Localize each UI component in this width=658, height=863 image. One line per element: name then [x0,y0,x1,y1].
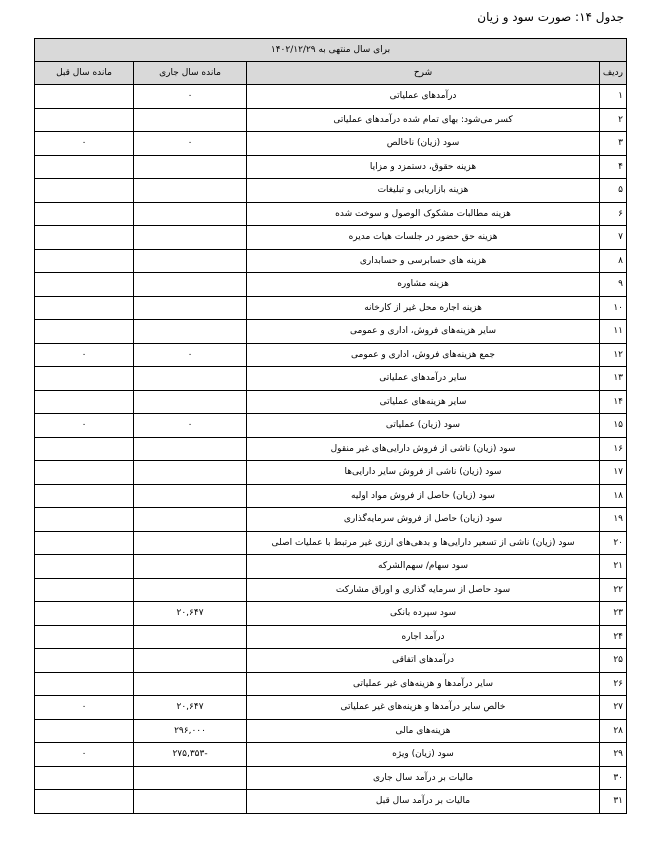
table-row [35,343,627,367]
previous-year-cell [35,226,134,250]
current-year-cell [134,390,247,414]
table-row [35,320,627,344]
previous-year-cell [35,719,134,743]
table-row [35,508,627,532]
col-header-previous-year: مانده سال قبل [35,62,134,85]
current-year-cell [134,484,247,508]
period-header-row [35,39,627,62]
current-year-cell: ۲۰,۶۴۷ [134,602,247,626]
previous-year-cell [35,155,134,179]
table-row [35,790,627,814]
description-cell: سود (زیان) ناشی از فروش دارایی‌های غیر منقول [247,437,600,461]
table-row [35,578,627,602]
description-cell: مالیات بر درآمد سال جاری [247,766,600,790]
previous-year-cell [35,249,134,273]
table-row [35,85,627,109]
row-number-cell: ۱ [600,85,627,109]
row-number-cell: ۱۶ [600,437,627,461]
row-number-cell: ۲۵ [600,649,627,673]
previous-year-cell [35,531,134,555]
table-row [35,249,627,273]
table-row [35,743,627,767]
previous-year-cell [35,461,134,485]
previous-year-cell [35,367,134,391]
previous-year-cell [35,790,134,814]
description-cell: کسر می‌شود: بهای تمام شده درآمدهای عملیاتی [247,108,600,132]
table-row [35,390,627,414]
table-body [35,85,627,814]
previous-year-cell [35,273,134,297]
row-number-cell: ۱۹ [600,508,627,532]
row-number-cell: ۷ [600,226,627,250]
table-row [35,555,627,579]
row-number-cell: ۱۸ [600,484,627,508]
table-row [35,461,627,485]
previous-year-cell: ۰ [35,743,134,767]
current-year-cell [134,531,247,555]
current-year-cell [134,108,247,132]
previous-year-cell [35,766,134,790]
description-cell: سود (زیان) حاصل از فروش مواد اولیه [247,484,600,508]
table-row [35,367,627,391]
current-year-cell [134,461,247,485]
current-year-cell [134,226,247,250]
description-cell: سود سپرده بانکی [247,602,600,626]
table-row [35,766,627,790]
previous-year-cell: ۰ [35,414,134,438]
current-year-cell [134,437,247,461]
current-year-cell: ۰ [134,343,247,367]
current-year-cell [134,555,247,579]
row-number-cell: ۱۴ [600,390,627,414]
row-number-cell: ۵ [600,179,627,203]
row-number-cell: ۲۳ [600,602,627,626]
previous-year-cell [35,508,134,532]
description-cell: درآمدهای اتفاقی [247,649,600,673]
col-header-row-no: ردیف [600,62,627,85]
row-number-cell: ۱۱ [600,320,627,344]
previous-year-cell [35,649,134,673]
description-cell: هزینه حقوق، دستمزد و مزایا [247,155,600,179]
current-year-cell: ۲۰,۶۴۷ [134,696,247,720]
current-year-cell [134,296,247,320]
previous-year-cell [35,202,134,226]
previous-year-cell: ۰ [35,696,134,720]
income-statement-table [34,38,627,814]
table-row [35,649,627,673]
table-row [35,155,627,179]
current-year-cell [134,625,247,649]
row-number-cell: ۲۸ [600,719,627,743]
description-cell: هزینه مطالبات مشکوک الوصول و سوخت شده [247,202,600,226]
description-cell: سود (زیان) ناشی از فروش سایر دارایی‌ها [247,461,600,485]
description-cell: هزینه بازاریابی و تبلیغات [247,179,600,203]
row-number-cell: ۱۷ [600,461,627,485]
description-cell: سایر درآمدها و هزینه‌های غیر عملیاتی [247,672,600,696]
row-number-cell: ۱۰ [600,296,627,320]
current-year-cell [134,273,247,297]
previous-year-cell [35,672,134,696]
row-number-cell: ۲۹ [600,743,627,767]
previous-year-cell [35,578,134,602]
col-header-description: شرح [247,62,600,85]
description-cell: هزینه مشاوره [247,273,600,297]
previous-year-cell [35,179,134,203]
row-number-cell: ۱۵ [600,414,627,438]
row-number-cell: ۲ [600,108,627,132]
table-row [35,108,627,132]
table-row [35,531,627,555]
current-year-cell: ۰ [134,414,247,438]
table-row [35,179,627,203]
description-cell: سود (زیان) ناشی از تسعیر دارایی‌ها و بدهی‌های ارزی غیر مرتبط با عملیات اصلی [247,531,600,555]
table-row [35,296,627,320]
current-year-cell [134,508,247,532]
description-cell: هزینه حق حضور در جلسات هیات مدیره [247,226,600,250]
description-cell: مالیات بر درآمد سال قبل [247,790,600,814]
current-year-cell [134,672,247,696]
row-number-cell: ۸ [600,249,627,273]
table-row [35,226,627,250]
current-year-cell [134,766,247,790]
previous-year-cell [35,602,134,626]
description-cell: سایر هزینه‌های فروش، اداری و عمومی [247,320,600,344]
current-year-cell [134,155,247,179]
row-number-cell: ۲۰ [600,531,627,555]
description-cell: سود (زیان) عملیاتی [247,414,600,438]
description-cell: سایر هزینه‌های عملیاتی [247,390,600,414]
current-year-cell [134,367,247,391]
description-cell: سود حاصل از سرمایه گذاری و اوراق مشارکت [247,578,600,602]
row-number-cell: ۴ [600,155,627,179]
row-number-cell: ۲۶ [600,672,627,696]
current-year-cell [134,249,247,273]
table-row [35,672,627,696]
description-cell: سود (زیان) ویژه [247,743,600,767]
previous-year-cell [35,108,134,132]
table-row [35,132,627,156]
table-row [35,625,627,649]
row-number-cell: ۳ [600,132,627,156]
row-number-cell: ۱۲ [600,343,627,367]
current-year-cell [134,179,247,203]
current-year-cell: ۰ [134,132,247,156]
table-row [35,602,627,626]
previous-year-cell [35,555,134,579]
row-number-cell: ۲۲ [600,578,627,602]
current-year-cell [134,790,247,814]
table-row [35,696,627,720]
row-number-cell: ۲۴ [600,625,627,649]
row-number-cell: ۲۷ [600,696,627,720]
current-year-cell [134,202,247,226]
current-year-cell [134,320,247,344]
description-cell: هزینه‌های مالی [247,719,600,743]
row-number-cell: ۱۳ [600,367,627,391]
description-cell: جمع هزینه‌های فروش، اداری و عمومی [247,343,600,367]
previous-year-cell [35,484,134,508]
previous-year-cell [35,320,134,344]
table-row [35,202,627,226]
current-year-cell [134,578,247,602]
current-year-cell: ۰ [134,85,247,109]
current-year-cell [134,649,247,673]
description-cell: خالص سایر درآمدها و هزینه‌های غیر عملیاتی [247,696,600,720]
table-title: جدول ۱۴: صورت سود و زیان [477,10,624,24]
description-cell: سود (زیان) ناخالص [247,132,600,156]
description-cell: سایر درآمدهای عملیاتی [247,367,600,391]
previous-year-cell [35,437,134,461]
current-year-cell: -۲۷۵,۳۵۳ [134,743,247,767]
previous-year-cell [35,296,134,320]
description-cell: هزینه اجاره محل غیر از کارخانه [247,296,600,320]
previous-year-cell [35,390,134,414]
column-header-row [35,62,627,85]
row-number-cell: ۶ [600,202,627,226]
table-row [35,719,627,743]
current-year-cell: ۲۹۶,۰۰۰ [134,719,247,743]
description-cell: سود (زیان) حاصل از فروش سرمایه‌گذاری [247,508,600,532]
row-number-cell: ۳۱ [600,790,627,814]
table-row [35,437,627,461]
previous-year-cell: ۰ [35,343,134,367]
previous-year-cell: ۰ [35,132,134,156]
period-header: برای سال منتهی به ۱۴۰۲/۱۲/۲۹ [35,39,627,62]
row-number-cell: ۲۱ [600,555,627,579]
previous-year-cell [35,625,134,649]
row-number-cell: ۹ [600,273,627,297]
description-cell: درآمد اجاره [247,625,600,649]
description-cell: درآمدهای عملیاتی [247,85,600,109]
previous-year-cell [35,85,134,109]
table-row [35,273,627,297]
row-number-cell: ۳۰ [600,766,627,790]
description-cell: سود سهام/ سهم‌الشرکه [247,555,600,579]
col-header-current-year: مانده سال جاری [134,62,247,85]
description-cell: هزینه های حسابرسی و حسابداری [247,249,600,273]
table-row [35,484,627,508]
table-row [35,414,627,438]
